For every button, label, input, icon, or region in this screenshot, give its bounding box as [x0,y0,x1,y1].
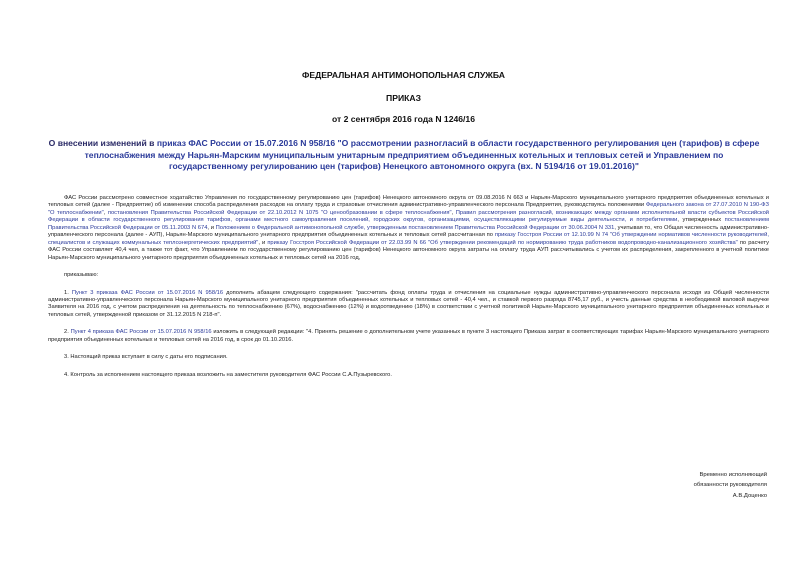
link-fas-regulation[interactable]: Положением о Федеральной антимонопольной службе, утвержденным постановлением Правительства Российской Федерации от 30.06.2004 N 331 [215,224,615,231]
preamble-text: , и [258,239,268,246]
item-text: изложить в следующей редакции: "4. Принять решение о дополнительном учете указанных в пункте 3 настоящего Приказа затрат в соответствующих тарифах Нарьян-Марского муниципального унитарного предприятия объединенных котельных и тепловых сетей на 2016 год, в срок до 01.10.2016. [48,329,769,343]
order-word: приказываю: [64,272,99,279]
document-body [48,195,769,379]
item-1 [48,290,769,320]
preamble-text: , утвержденных [677,217,725,224]
preamble-text: , [451,209,456,216]
document-type: ПРИКАЗ [386,93,421,103]
preamble-text: , [103,209,108,216]
agency-title: ФЕДЕРАЛЬНАЯ АНТИМОНОПОЛЬНАЯ СЛУЖБА [302,70,505,80]
preamble-text: , и [207,224,216,231]
item-number: 2. [64,329,71,336]
link-gosstroy-order-74[interactable]: приказу Госстроя России от 12.10.99 N 74 "Об утверждении нормативов численности руководителей, специалистов и служащих коммунальных теплоэнергетических предприятий" [48,232,769,246]
signature-name: А.В.Доценко [732,492,767,499]
preamble-text: по расчету ФАС России составляет 40,4 чел, а также тот факт, что Управлением по государственному регулированию цен (тарифов) Ненецкого автономного округа затраты на оплату труда АУП рассчитывались с учетом их распределения, закрепленного в учетной политике Нарьян-Марского муниципального унитарного предприятия объединенных котельных и тепловых сетей на 2016 год, [48,239,769,261]
item-3: 3. Настоящий приказ вступает в силу с даты его подписания. [64,354,228,361]
link-item-2-clause-4[interactable]: Пункт 4 приказа ФАС России от 15.07.2016 N 958/16 [70,329,212,336]
subject-prefix: О внесении изменений в [48,138,157,148]
signature-block [694,470,767,501]
link-heat-supply-law[interactable]: Федерального закона от 27.07.2010 N 190-ФЗ "О теплоснабжении" [48,202,769,216]
preamble-paragraph [48,195,769,262]
signature-line-2: обязанности руководителя [693,482,767,489]
item-4: 4. Контроль за исполнением настоящего приказа возложить на заместителя руководителя ФАС России С.А.Пузыревского. [64,371,392,378]
preamble-text: , учитывая то, что Общая численность административно-управленческого персонала (далее - АУП), Нарьян-Марского муниципального унитарного предприятия объединенных котельных и тепловых сетей рассчитанная по [48,224,770,239]
item-number: 1. [64,289,72,296]
subject-link[interactable]: приказ ФАС России от 15.07.2016 N 958/16 "О рассмотрении разногласий в области государственного регулирования цен (тарифов) в сфере теплоснабжения между Нарьян-Марским муниципальным унитарным предприятием объединенных котельных и тепловых сетей и Управлением по государственному регулированию цен (тарифов) Ненецкого автономного округа (вх. N 5194/16 от 19.01.2016)" [84,138,760,172]
link-gosstroy-order-66[interactable]: приказу Госстроя Российской Федерации от 22.03.99 N 66 "Об утверждении рекомендаций по нормированию труда работников водопроводно-канализационного хозяйства" [267,239,738,246]
item-text: дополнить абзацем следующего содержания: "рассчитать фонд оплаты труда и отчисления на социальные нужды административно-управленческого персонала исходя из Общей численности административно-управленческого персонала Нарьян-Марского муниципального унитарного предприятия объединенных котельных и тепловых сетей - 40,4 чел., и ставкой первого разряда 8745,17 руб., и учесть данные средства в необходимой валовой выручке Заявителя на 2016 год, с учетом распределения на деятельность по теплоснабжению (67%), водоснабжению (12%) и водоотведению (18%) в соответствии с учетной политикой Нарьян-Марского муниципального унитарного предприятия объединенных котельных и тепловых сетей, утвержденной приказом от 31.12.2015 N 218-п". [48,289,769,318]
item-2 [48,329,769,344]
link-resolution-1075[interactable]: постановления Правительства Российской Федерации от 22.10.2012 N 1075 "О ценообразовании в сфере теплоснабжения" [107,209,452,216]
preamble-text: ФАС России рассмотрено совместное ходатайство Управления по государственному регулированию цен (тарифов) Ненецкого автономного округа от 09.08.2016 N 663 и Нарьян-Марского муниципального унитарного предприятия объединенных котельных и тепловых сетей (далее - Предприятие) об изменении способа распределения расходов на оплату труда и страховые отчисления административно-управленческого персонала Предприятия, руководствуясь положениями [48,195,769,209]
link-item-1-clause-3[interactable]: Пункт 3 приказа ФАС России от 15.07.2016 N 958/16 [71,289,224,296]
link-resolution-674[interactable]: постановлением Правительства Российской Федерации от 05.11.2003 N 674 [48,217,770,231]
signature-line-1: Временно исполняющий [699,472,767,478]
document-subject [48,138,760,173]
link-dispute-rules[interactable]: Правил рассмотрения разногласий, возникающих между органами исполнительной власти субъектов Российской Федерации в области государственного регулирования тарифов, органами местного самоуправления поселений, городских округов, организациями, осуществляющими регулируемые виды деятельности, и потребителями [48,209,769,224]
document-date-number: от 2 сентября 2016 года N 1246/16 [331,114,475,124]
